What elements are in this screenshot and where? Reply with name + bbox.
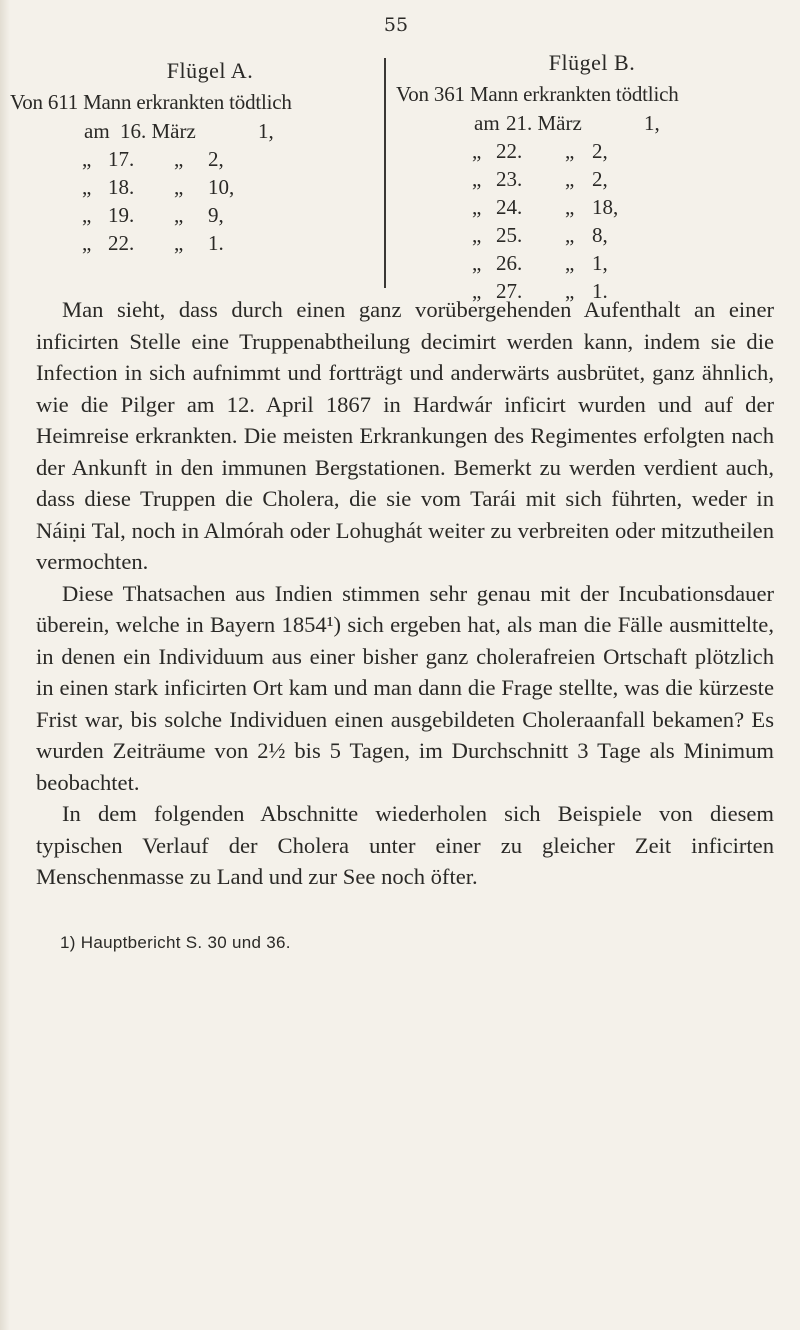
- table-row: [392, 193, 792, 221]
- row-day: 23.: [496, 167, 523, 191]
- row-count-prefix: „: [565, 251, 575, 275]
- row-count-prefix: „: [174, 147, 184, 171]
- row-prefix: „: [472, 167, 482, 191]
- row-prefix: am: [474, 111, 500, 135]
- row-prefix: „: [472, 223, 482, 247]
- row-count: 1.: [592, 279, 608, 303]
- row-count: 2,: [592, 139, 608, 163]
- footnote: [60, 933, 760, 953]
- row-count: 2,: [592, 167, 608, 191]
- row-prefix: „: [82, 175, 92, 199]
- row-count-prefix: „: [565, 195, 575, 219]
- row-day: 25.: [496, 223, 523, 247]
- row-day: 17.: [108, 147, 135, 171]
- row-count: 1,: [592, 251, 608, 275]
- wing-a-title: Flügel A.: [166, 58, 254, 83]
- table-row: [0, 117, 380, 145]
- wing-a-rows: [0, 117, 380, 257]
- footnote-marker: 1): [60, 933, 76, 952]
- body-text: [36, 294, 774, 893]
- table-row: [392, 221, 792, 249]
- row-count: 1.: [208, 231, 224, 255]
- row-count: 1,: [258, 119, 274, 143]
- row-day: 16. März: [120, 119, 196, 143]
- column-divider: [384, 58, 386, 288]
- row-prefix: „: [472, 251, 482, 275]
- table-row: [392, 137, 792, 165]
- paragraph-3: In dem folgenden Abschnitte wiederholen sich Beispiele von diesem typischen Verlauf der Cholera unter einer zu gleicher Zeit inficirten Menschenmasse zu Land und zur See noch öfter.: [36, 801, 774, 889]
- row-prefix: „: [472, 139, 482, 163]
- table-row: [392, 109, 792, 137]
- row-day: 22.: [496, 139, 523, 163]
- table-row: [0, 173, 380, 201]
- row-prefix: am: [84, 119, 110, 143]
- row-prefix: „: [82, 147, 92, 171]
- row-prefix: „: [472, 195, 482, 219]
- row-prefix: „: [82, 231, 92, 255]
- wing-b-lead: Von 361 Mann erkrankten tödtlich: [396, 82, 679, 106]
- row-count-prefix: „: [174, 203, 184, 227]
- wing-b-rows: [392, 109, 792, 305]
- row-count-prefix: „: [565, 167, 575, 191]
- row-day: 24.: [496, 195, 523, 219]
- paragraph-1: Man sieht, dass durch einen ganz vorübergehenden Aufenthalt an einer inficirten Stelle eine Truppenabtheilung decimirt werden kann, indem sie die Infection in sich aufnimmt und fortträgt und anderwärts ausbrütet, ganz ähnlich, wie die Pilger am 12. April 1867 in Hardwár inficirt wurden und auf der Heimreise erkrankten. Die meisten Erkrankungen des Regimentes erfolgten nach der Ankunft in den immunen Bergstationen. Bemerkt zu werden verdient auch, dass diese Truppen die Cholera, die sie vom Tarái mit sich führten, weder in Náiṇi Tal, noch in Almórah oder Lohughát weiter zu verbreiten oder mitzutheilen vermochten.: [36, 297, 774, 574]
- row-count-prefix: „: [565, 139, 575, 163]
- row-count: 1,: [644, 111, 660, 135]
- row-prefix: „: [82, 203, 92, 227]
- row-prefix: „: [472, 279, 482, 303]
- row-count: 18,: [592, 195, 619, 219]
- row-count-prefix: „: [174, 175, 184, 199]
- row-day: 19.: [108, 203, 135, 227]
- wing-b-title: Flügel B.: [548, 50, 636, 75]
- table-row: [0, 145, 380, 173]
- row-day: 22.: [108, 231, 135, 255]
- wing-a-table: [0, 58, 380, 257]
- wing-b-table: [392, 50, 792, 305]
- row-day: 27.: [496, 279, 523, 303]
- row-day: 18.: [108, 175, 135, 199]
- paragraph-2: Diese Thatsachen aus Indien stimmen sehr genau mit der Incubationsdauer überein, welche in Bayern 1854¹) sich ergeben hat, als man die Fälle ausmittelte, in denen ein Individuum aus einer bisher ganz cholerafreien Ortschaft plötzlich in einen stark inficirten Ort kam und man dann die Frage stellte, was die kürzeste Frist war, bis solche Individuen einen ausgebildeten Choleraanfall bekamen? Es wurden Zeiträume von 2½ bis 5 Tagen, im Durchschnitt 3 Tage als Minimum beobachtet.: [36, 580, 774, 795]
- row-count-prefix: „: [565, 279, 575, 303]
- wing-a-lead: Von 611 Mann erkrankten tödtlich: [10, 90, 292, 114]
- row-count: 8,: [592, 223, 608, 247]
- table-row: [392, 249, 792, 277]
- row-day: 21. März: [506, 111, 582, 135]
- table-row: [0, 229, 380, 257]
- row-count: 9,: [208, 203, 224, 227]
- row-count: 10,: [208, 175, 235, 199]
- row-count: 2,: [208, 147, 224, 171]
- page-number: 55: [383, 14, 409, 36]
- row-count-prefix: „: [174, 231, 184, 255]
- row-day: 26.: [496, 251, 523, 275]
- table-row: [0, 201, 380, 229]
- footnote-text: Hauptbericht S. 30 und 36.: [80, 933, 291, 952]
- row-count-prefix: „: [565, 223, 575, 247]
- table-row: [392, 165, 792, 193]
